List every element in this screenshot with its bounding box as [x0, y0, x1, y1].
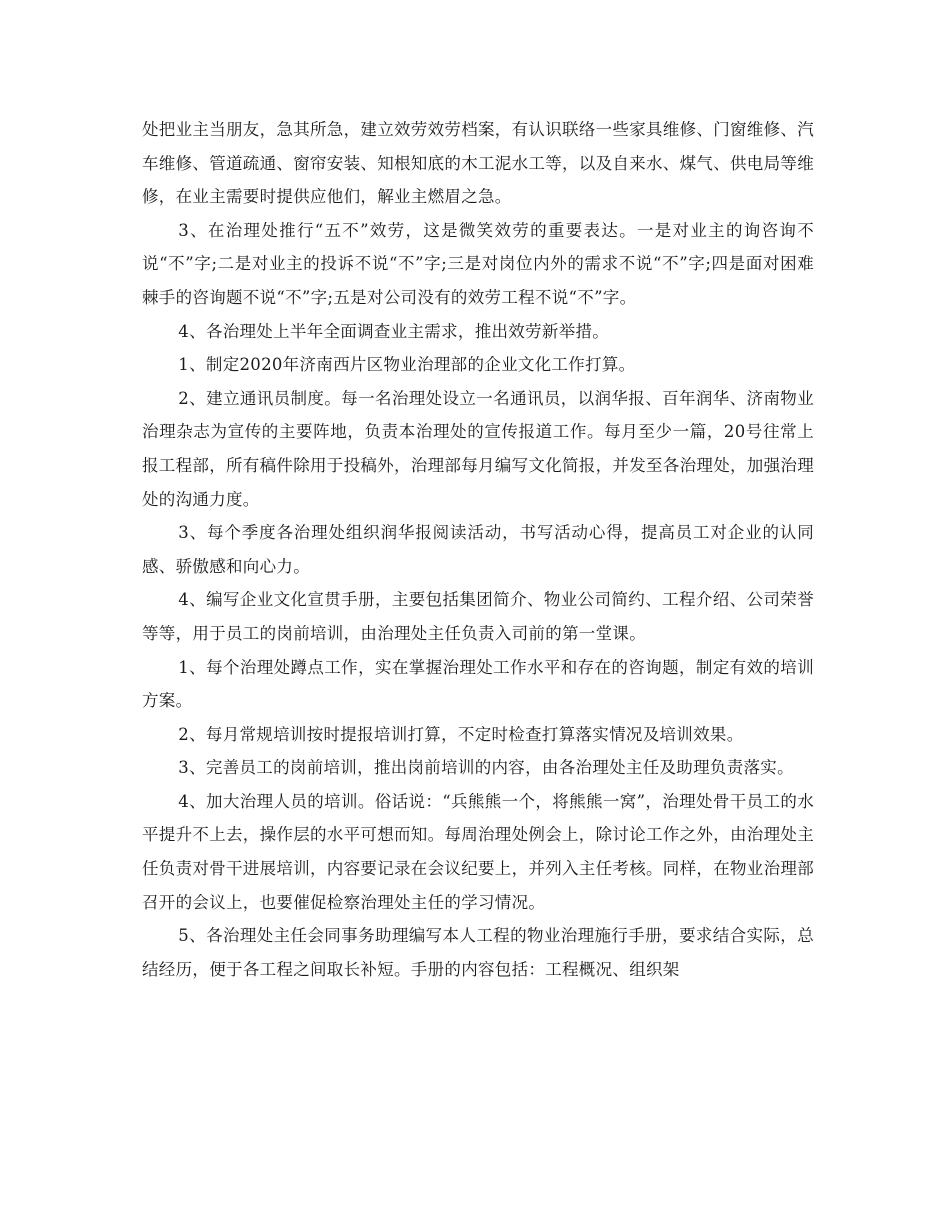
paragraph: 3、每个季度各治理处组织润华报阅读活动，书写活动心得，提高员工对企业的认同感、骄傲感和向心力。 [142, 523, 814, 576]
paragraph: 1、每个治理处蹲点工作，实在掌握治理处工作水平和存在的咨询题，制定有效的培训方案。 [142, 657, 814, 711]
paragraph: 4、编写企业文化宣贯手册，主要包括集团简介、物业公司简约、工程介绍、公司荣誉等等，用于员工的岗前培训，由治理处主任负责入司前的第一堂课。 [142, 590, 814, 643]
paragraph-continuation: 处把业主当朋友，急其所急，建立效劳效劳档案，有认识联络一些家具维修、门窗维修、汽车维修、管道疏通、窗帘安装、知根知底的木工泥水工等，以及自来水、煤气、供电局等维修，在业主需要时提供应他们，解业主燃眉之急。 [142, 120, 814, 207]
paragraph: 1、制定2020年济南西片区物业治理部的企业文化工作打算。 [178, 355, 636, 375]
paragraph: 3、完善员工的岗前培训，推出岗前培训的内容，由各治理处主任及助理负责落实。 [178, 758, 794, 778]
document-body [142, 113, 814, 986]
paragraph: 3、在治理处推行“五不”效劳，这是微笑效劳的重要表达。一是对业主的询咨询不说“不”字;二是对业主的投诉不说“不”字;三是对岗位内外的需求不说“不”字;四是面对困难棘手的咨询题不说“不”字;五是对公司没有的效劳工程不说“不”字。 [142, 220, 814, 307]
paragraph: 4、各治理处上半年全面调查业主需求，推出效劳新举措。 [178, 321, 610, 341]
paragraph: 4、加大治理人员的培训。俗话说：“兵熊熊一个，将熊熊一窝”，治理处骨干员工的水平提升不上去，操作层的水平可想而知。每周治理处例会上，除讨论工作之外，由治理处主任负责对骨干进展培训，内容要记录在会议纪要上，并列入主任考核。同样，在物业治理部召开的会议上，也要催促检察治理处主任的学习情况。 [142, 791, 814, 912]
paragraph: 2、每月常规培训按时提报培训打算，不定时检查打算落实情况及培训效果。 [178, 724, 744, 744]
paragraph: 2、建立通讯员制度。每一名治理处设立一名通讯员，以润华报、百年润华、济南物业治理杂志为宣传的主要阵地，负责本治理处的宣传报道工作。每月至少一篇，20号往常上报工程部，所有稿件除用于投稿外，治理部每月编写文化简报，并发至各治理处，加强治理处的沟通力度。 [142, 388, 814, 509]
paragraph: 5、各治理处主任会同事务助理编写本人工程的物业治理施行手册，要求结合实际，总结经历，便于各工程之间取长补短。手册的内容包括：工程概况、组织架 [142, 926, 814, 979]
